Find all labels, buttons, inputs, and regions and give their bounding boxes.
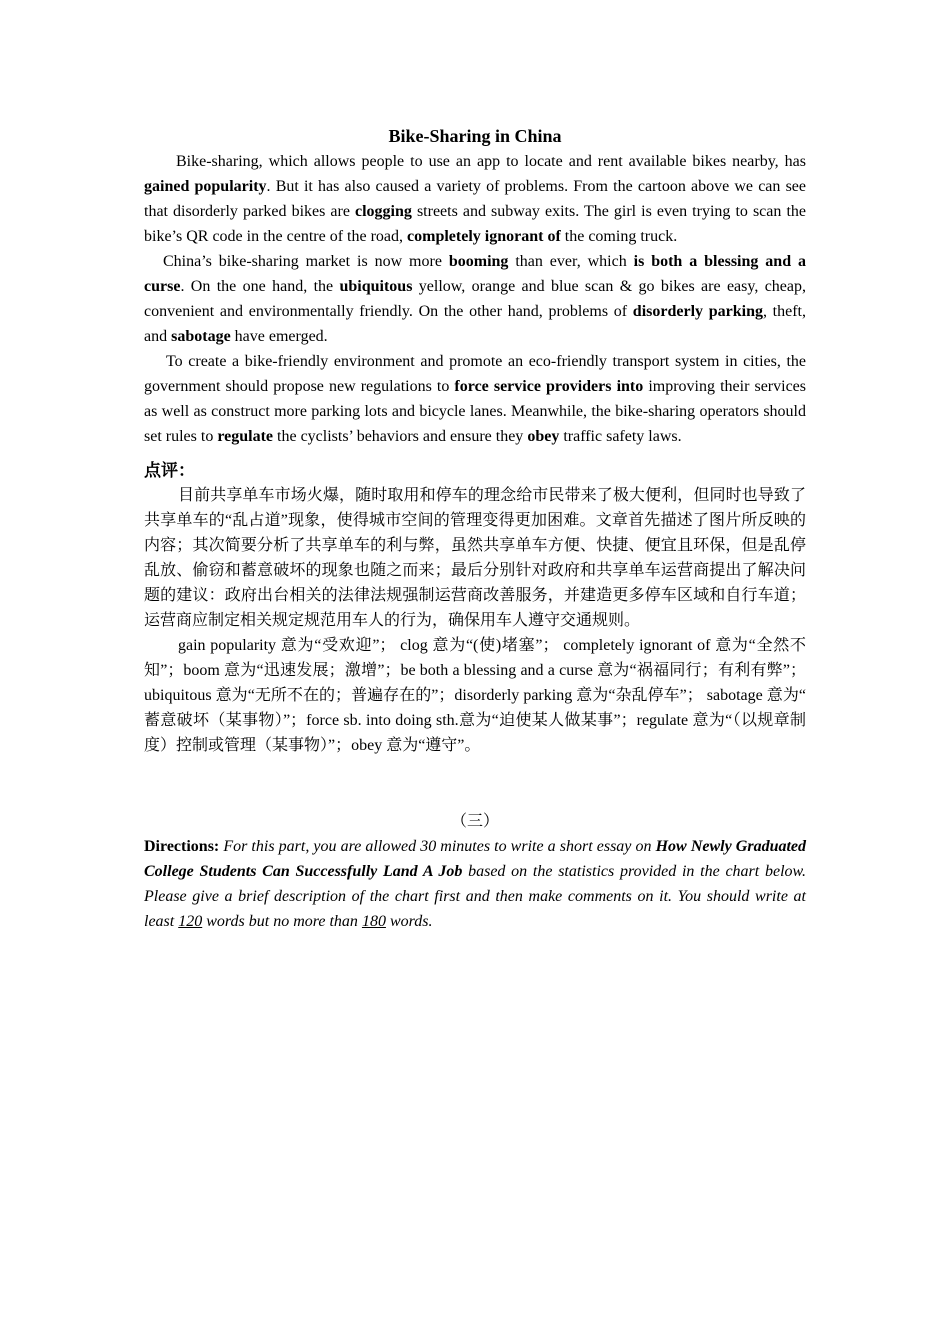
- bold-phrase: regulate: [217, 428, 274, 445]
- bold-phrase: clogging: [355, 203, 412, 220]
- directions-text-4: words.: [385, 913, 433, 930]
- directions-text-2: based on the statistics provided in the chart below. Please give a brief description of the chart first and then make comments on it. You should write at least: [144, 863, 807, 930]
- commentary-heading: 点评：: [144, 461, 195, 480]
- text-run: . But it has also caused a variety of problems. From the cartoon above we can see that disorderly parked bikes are: [144, 178, 806, 220]
- essay-paragraph-2: [144, 249, 806, 349]
- text-run: streets and subway exits. The girl is even trying to scan the bike’s QR code in the centre of the road,: [144, 203, 806, 245]
- directions-label: Directions:: [144, 838, 220, 855]
- bold-phrase: completely ignorant of: [407, 228, 561, 245]
- text-run: improving their services as well as construct more parking lots and bicycle lanes. Meanwhile, the bike-sharing operators should set rules to: [144, 378, 807, 445]
- text-run: Bike-sharing, which allows people to use an app to locate and rent available bikes nearby, has: [176, 153, 806, 170]
- text-run: the cyclists’ behaviors and ensure they: [273, 428, 528, 445]
- text-run: yellow, orange and blue scan & go bikes are easy, cheap, convenient and environmentally friendly. On the other hand, problems of: [144, 278, 806, 320]
- text-run: the coming truck.: [560, 228, 678, 245]
- bold-phrase: ubiquitous: [339, 278, 413, 295]
- bold-phrase: force service providers into: [454, 378, 644, 395]
- bold-phrase: disorderly parking: [632, 303, 763, 320]
- bold-phrase: is both a blessing and a curse: [144, 253, 807, 295]
- essay-paragraph-1: [144, 149, 806, 249]
- min-word-count: 120: [178, 913, 203, 930]
- commentary-vocabulary: gain popularity 意为“受欢迎”； clog 意为“(使)堵塞”； completely ignorant of 意为“全然不知”；boom 意为“迅速发展；激增”；be both a blessing and a curse 意为“祸福同行；有利有弊”；ubiquitous 意为“无所不在的；普遍存在的”；disorderly parking 意为“杂乱停车”； sabotage 意为“ 蓄意破坏（某事物）”；force sb. into doing sth.意为“迫使某人做某事”；regulate 意为“（以规章制度）控制或管理（某事物）”；obey 意为“遵守”。: [144, 637, 806, 754]
- text-run: , theft, and: [144, 303, 806, 345]
- directions-text-1: For this part, you are allowed 30 minutes to write a short essay on: [219, 838, 656, 855]
- bold-phrase: obey: [527, 428, 560, 445]
- page-content: [144, 124, 806, 934]
- commentary-paragraph-1: 目前共享单车市场火爆，随时取用和停车的理念给市民带来了极大便利，但同时也导致了共享单车的“乱占道”现象，使得城市空间的管理变得更加困难。文章首先描述了图片所反映的内容；其次简要分析了共享单车的利与弊，虽然共享单车方便、快捷、便宜且环保，但是乱停乱放、偷窃和蓄意破坏的现象也随之而来；最后分别针对政府和共享单车运营商提出了解决问题的建议：政府出台相关的法律法规强制运营商改善服务，并建造更多停车区域和自行车道；运营商应制定相关规定规范用车人的行为，确保用车人遵守交通规则。: [144, 487, 806, 629]
- text-run: than ever, which: [508, 253, 634, 270]
- essay-paragraph-3: [144, 349, 806, 449]
- section-number: （三）: [450, 813, 499, 830]
- text-run: China’s bike-sharing market is now more: [163, 253, 449, 270]
- bold-phrase: gained popularity: [144, 178, 267, 195]
- directions-paragraph: [144, 834, 806, 934]
- directions-text-3: words but no more than: [202, 913, 362, 930]
- text-run: To create a bike-friendly environment and promote an eco-friendly transport system in cities, the government should propose new regulations to: [144, 353, 806, 395]
- essay-topic: How Newly Graduated College Students Can Successfully Land A Job: [144, 838, 807, 880]
- text-run: . On the one hand, the: [180, 278, 340, 295]
- bold-phrase: booming: [448, 253, 509, 270]
- text-run: have emerged.: [230, 328, 328, 345]
- essay-title: Bike-Sharing in China: [388, 126, 562, 146]
- bold-phrase: sabotage: [171, 328, 231, 345]
- text-run: traffic safety laws.: [559, 428, 682, 445]
- max-word-count: 180: [361, 913, 386, 930]
